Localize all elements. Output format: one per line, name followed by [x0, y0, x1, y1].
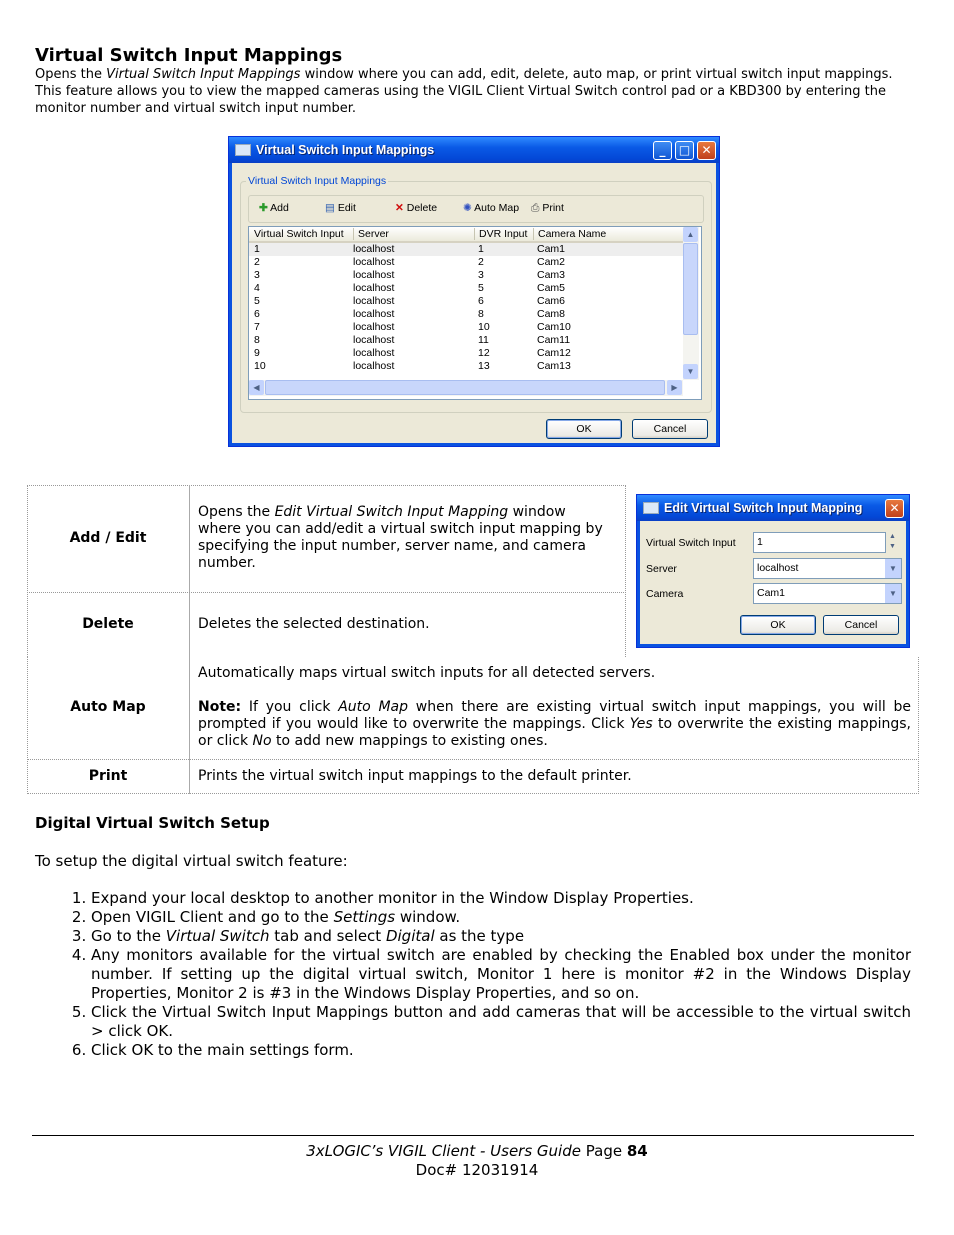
note-text: when there are existing virtual switch input mappings, you will be prompted if you would like to overwrite the mappings. Click	[198, 699, 912, 732]
print-label: Print	[542, 202, 564, 214]
scroll-down-arrow[interactable]: ▼	[683, 364, 698, 379]
step-text: as the type	[434, 927, 525, 945]
server-label: Server	[646, 563, 677, 575]
intro-text: Opens the	[35, 67, 107, 82]
maximize-button[interactable]: □	[675, 141, 694, 160]
column-header[interactable]: Virtual Switch Input	[254, 228, 344, 240]
automap-label: Auto Map	[474, 202, 520, 214]
table-cell: 7	[254, 321, 260, 333]
edit-label: Edit	[337, 202, 356, 214]
delete-label: Delete	[406, 202, 438, 214]
note-text: If you click	[241, 699, 339, 715]
print-button[interactable]	[531, 202, 564, 215]
table-cell: Cam3	[537, 269, 566, 281]
table-cell: 8	[254, 334, 260, 346]
camera-label: Camera	[646, 588, 684, 600]
table-row[interactable]	[249, 269, 683, 282]
edit-button[interactable]	[325, 202, 356, 214]
edit-window-title: Edit Virtual Switch Input Mapping	[664, 501, 863, 515]
hscroll-thumb[interactable]	[265, 380, 665, 395]
table-cell: 2	[478, 256, 484, 268]
row-desc-automap	[198, 665, 911, 750]
column-header[interactable]: Server	[353, 228, 389, 240]
server-select[interactable]	[753, 558, 902, 579]
chevron-down-icon[interactable]: ▼	[885, 559, 901, 578]
list-item: 4. Any monitors available for the virtual switch are enabled by checking the Enabled box under the monitor number. If setting up the digital virtual switch, Monitor 1 here is monitor #2 in the Windows Display Properties, Monitor 2 is #3 in the Windows Display Properties, and so on.	[91, 946, 911, 1003]
scroll-right-arrow[interactable]: ▶	[667, 380, 682, 395]
table-cell: 13	[478, 360, 490, 372]
column-header[interactable]: Camera Name	[533, 228, 606, 240]
scroll-left-arrow[interactable]: ◀	[249, 380, 264, 395]
input-value: 1	[757, 536, 763, 548]
group-label: Virtual Switch Input Mappings	[248, 175, 387, 187]
step-em: Digital	[385, 927, 435, 945]
column-header[interactable]: DVR Input	[474, 228, 527, 240]
row-label-automap: Auto Map	[70, 699, 146, 715]
table-cell: 4	[254, 282, 260, 294]
automap-note	[198, 699, 911, 750]
horizontal-scrollbar[interactable]	[249, 380, 683, 396]
add-icon: ✚	[259, 202, 268, 214]
desc-text: Opens the	[198, 504, 275, 520]
note-label: Note:	[198, 699, 242, 715]
table-cell: 6	[254, 308, 260, 320]
table-cell: Cam11	[537, 334, 571, 346]
table-cell: 12	[478, 347, 490, 359]
table-cell: 1	[254, 243, 260, 255]
automap-button[interactable]	[463, 202, 519, 214]
step-text: tab and select	[269, 927, 386, 945]
table-row[interactable]	[249, 295, 683, 308]
footer-doc: Doc# 12031914	[415, 1161, 539, 1179]
add-label: Add	[270, 202, 289, 214]
step-text: Open VIGIL Client and go to the	[91, 908, 334, 926]
note-text: to overwrite the existing mappings, or click	[198, 716, 911, 749]
row-label-add-edit: Add / Edit	[69, 530, 147, 546]
intro-em: Virtual Switch Input Mappings	[106, 67, 301, 82]
table-row[interactable]	[249, 321, 683, 334]
table-cell: 6	[478, 295, 484, 307]
table-row[interactable]	[249, 360, 683, 373]
note-em: No	[252, 733, 272, 749]
section-lead: To setup the digital virtual switch feature:	[35, 852, 348, 870]
step-em: Virtual Switch	[165, 927, 270, 945]
table-cell: Cam5	[537, 282, 566, 294]
list-header	[249, 227, 683, 243]
table-cell: 3	[478, 269, 484, 281]
mappings-window	[228, 136, 720, 447]
footer-title: 3xLOGIC’s VIGIL Client - Users Guide	[306, 1142, 581, 1160]
cancel-button[interactable]: Cancel	[632, 419, 708, 439]
table-row[interactable]	[249, 243, 683, 256]
window-titlebar	[229, 137, 719, 163]
delete-icon: ✕	[395, 202, 404, 214]
table-row[interactable]	[249, 308, 683, 321]
table-cell: Cam1	[537, 243, 566, 255]
camera-select[interactable]	[753, 583, 902, 604]
table-cell: 8	[478, 308, 484, 320]
list-item	[91, 927, 911, 946]
table-cell: 2	[254, 256, 260, 268]
edit-ok-button[interactable]: OK	[740, 615, 816, 635]
list-item: 1. Expand your local desktop to another monitor in the Window Display Properties.	[91, 889, 911, 908]
table-cell: 5	[254, 295, 260, 307]
toolbar	[248, 195, 704, 223]
input-label: Virtual Switch Input	[646, 537, 736, 549]
row-desc-delete: Deletes the selected destination.	[198, 616, 430, 632]
desc-em: Edit Virtual Switch Input Mapping	[274, 504, 509, 520]
footer-page-word: Page	[585, 1142, 623, 1160]
table-cell: 1	[478, 243, 484, 255]
page-number: 84	[626, 1142, 648, 1160]
input-stepper[interactable]	[753, 532, 886, 553]
edit-cancel-button[interactable]: Cancel	[823, 615, 899, 635]
table-cell: Cam10	[537, 321, 571, 333]
table-cell: localhost	[353, 256, 395, 268]
table-cell: 11	[478, 334, 489, 346]
edit-icon: ▤	[325, 202, 335, 214]
table-cell: Cam12	[537, 347, 571, 359]
page-title: Virtual Switch Input Mappings	[35, 45, 343, 66]
delete-button[interactable]	[395, 202, 437, 214]
table-cell: localhost	[353, 282, 395, 294]
chevron-down-icon[interactable]: ▼	[885, 584, 901, 603]
note-text: to add new mappings to existing ones.	[271, 733, 548, 749]
printer-icon: ⎙	[531, 202, 540, 214]
table-row[interactable]	[249, 256, 683, 269]
table-cell: localhost	[353, 360, 395, 372]
footer-title-line	[0, 1142, 954, 1160]
add-button[interactable]	[259, 202, 289, 214]
table-cell: Cam2	[537, 256, 566, 268]
mappings-list[interactable]	[248, 226, 702, 400]
edit-window-body	[640, 521, 906, 644]
table-cell: 3	[254, 269, 260, 281]
edit-mapping-window	[636, 494, 910, 648]
section-heading: Digital Virtual Switch Setup	[35, 814, 270, 832]
edit-window-titlebar	[637, 495, 909, 521]
row-desc-add-edit	[198, 504, 613, 572]
table-cell: localhost	[353, 243, 395, 255]
table-cell: Cam13	[537, 360, 571, 372]
desc-text-rest: window where you can add/edit a virtual switch input mapping by specifying the input number, server name, and camera number.	[198, 504, 603, 571]
row-label-delete: Delete	[82, 616, 134, 632]
automap-icon: ✺	[463, 202, 472, 214]
vertical-scrollbar[interactable]	[683, 227, 699, 380]
window-title: Virtual Switch Input Mappings	[256, 143, 435, 157]
table-row[interactable]	[249, 347, 683, 360]
table-cell: localhost	[353, 295, 395, 307]
note-em: Auto Map	[338, 699, 409, 715]
window-body	[232, 163, 716, 443]
footer-rule	[32, 1135, 914, 1136]
list-item	[91, 908, 911, 927]
table-cell: localhost	[353, 321, 395, 333]
table-cell: localhost	[353, 269, 395, 281]
automap-text: Automatically maps virtual switch inputs for all detected servers.	[198, 665, 656, 681]
table-cell: localhost	[353, 347, 395, 359]
intro-paragraph	[35, 66, 905, 117]
table-row[interactable]	[249, 334, 683, 347]
scroll-thumb[interactable]	[683, 243, 698, 335]
table-cell: 10	[254, 360, 266, 372]
setup-steps	[35, 889, 911, 1060]
close-button[interactable]: ✕	[697, 141, 716, 160]
window-icon	[235, 144, 251, 156]
table-cell: Cam6	[537, 295, 566, 307]
camera-value: Cam1	[757, 587, 786, 599]
table-row[interactable]	[249, 282, 683, 295]
ok-button[interactable]: OK	[546, 419, 622, 439]
table-cell: 10	[478, 321, 490, 333]
stepper-arrows-icon[interactable]: ▲ ▼	[889, 533, 896, 550]
server-value: localhost	[757, 562, 799, 574]
intro-text-rest: window where you can add, edit, delete, auto map, or print virtual switch input mappings. This feature allows you to view the mapped cameras using the VIGIL Client Virtual Switch control pad or a KBD300 by entering the monitor number and virtual switch input number.	[35, 67, 893, 116]
row-label-print: Print	[88, 768, 128, 784]
scroll-up-arrow[interactable]: ▲	[683, 227, 698, 242]
minimize-button[interactable]: _	[653, 141, 672, 160]
step-em: Settings	[333, 908, 396, 926]
table-cell: 9	[254, 347, 260, 359]
step-text: Go to the	[91, 927, 166, 945]
table-cell: localhost	[353, 308, 395, 320]
list-item: 6. Click OK to the main settings form.	[91, 1041, 911, 1060]
row-desc-print: Prints the virtual switch input mappings to the default printer.	[198, 768, 632, 784]
list-item: 5. Click the Virtual Switch Input Mappings button and add cameras that will be accessible to the virtual switch > click OK.	[91, 1003, 911, 1041]
table-cell: 5	[478, 282, 484, 294]
close-button[interactable]: ✕	[885, 499, 904, 518]
window-icon	[643, 502, 659, 514]
step-text: window.	[395, 908, 461, 926]
table-cell: localhost	[353, 334, 395, 346]
table-cell: Cam8	[537, 308, 566, 320]
note-em: Yes	[629, 716, 653, 732]
